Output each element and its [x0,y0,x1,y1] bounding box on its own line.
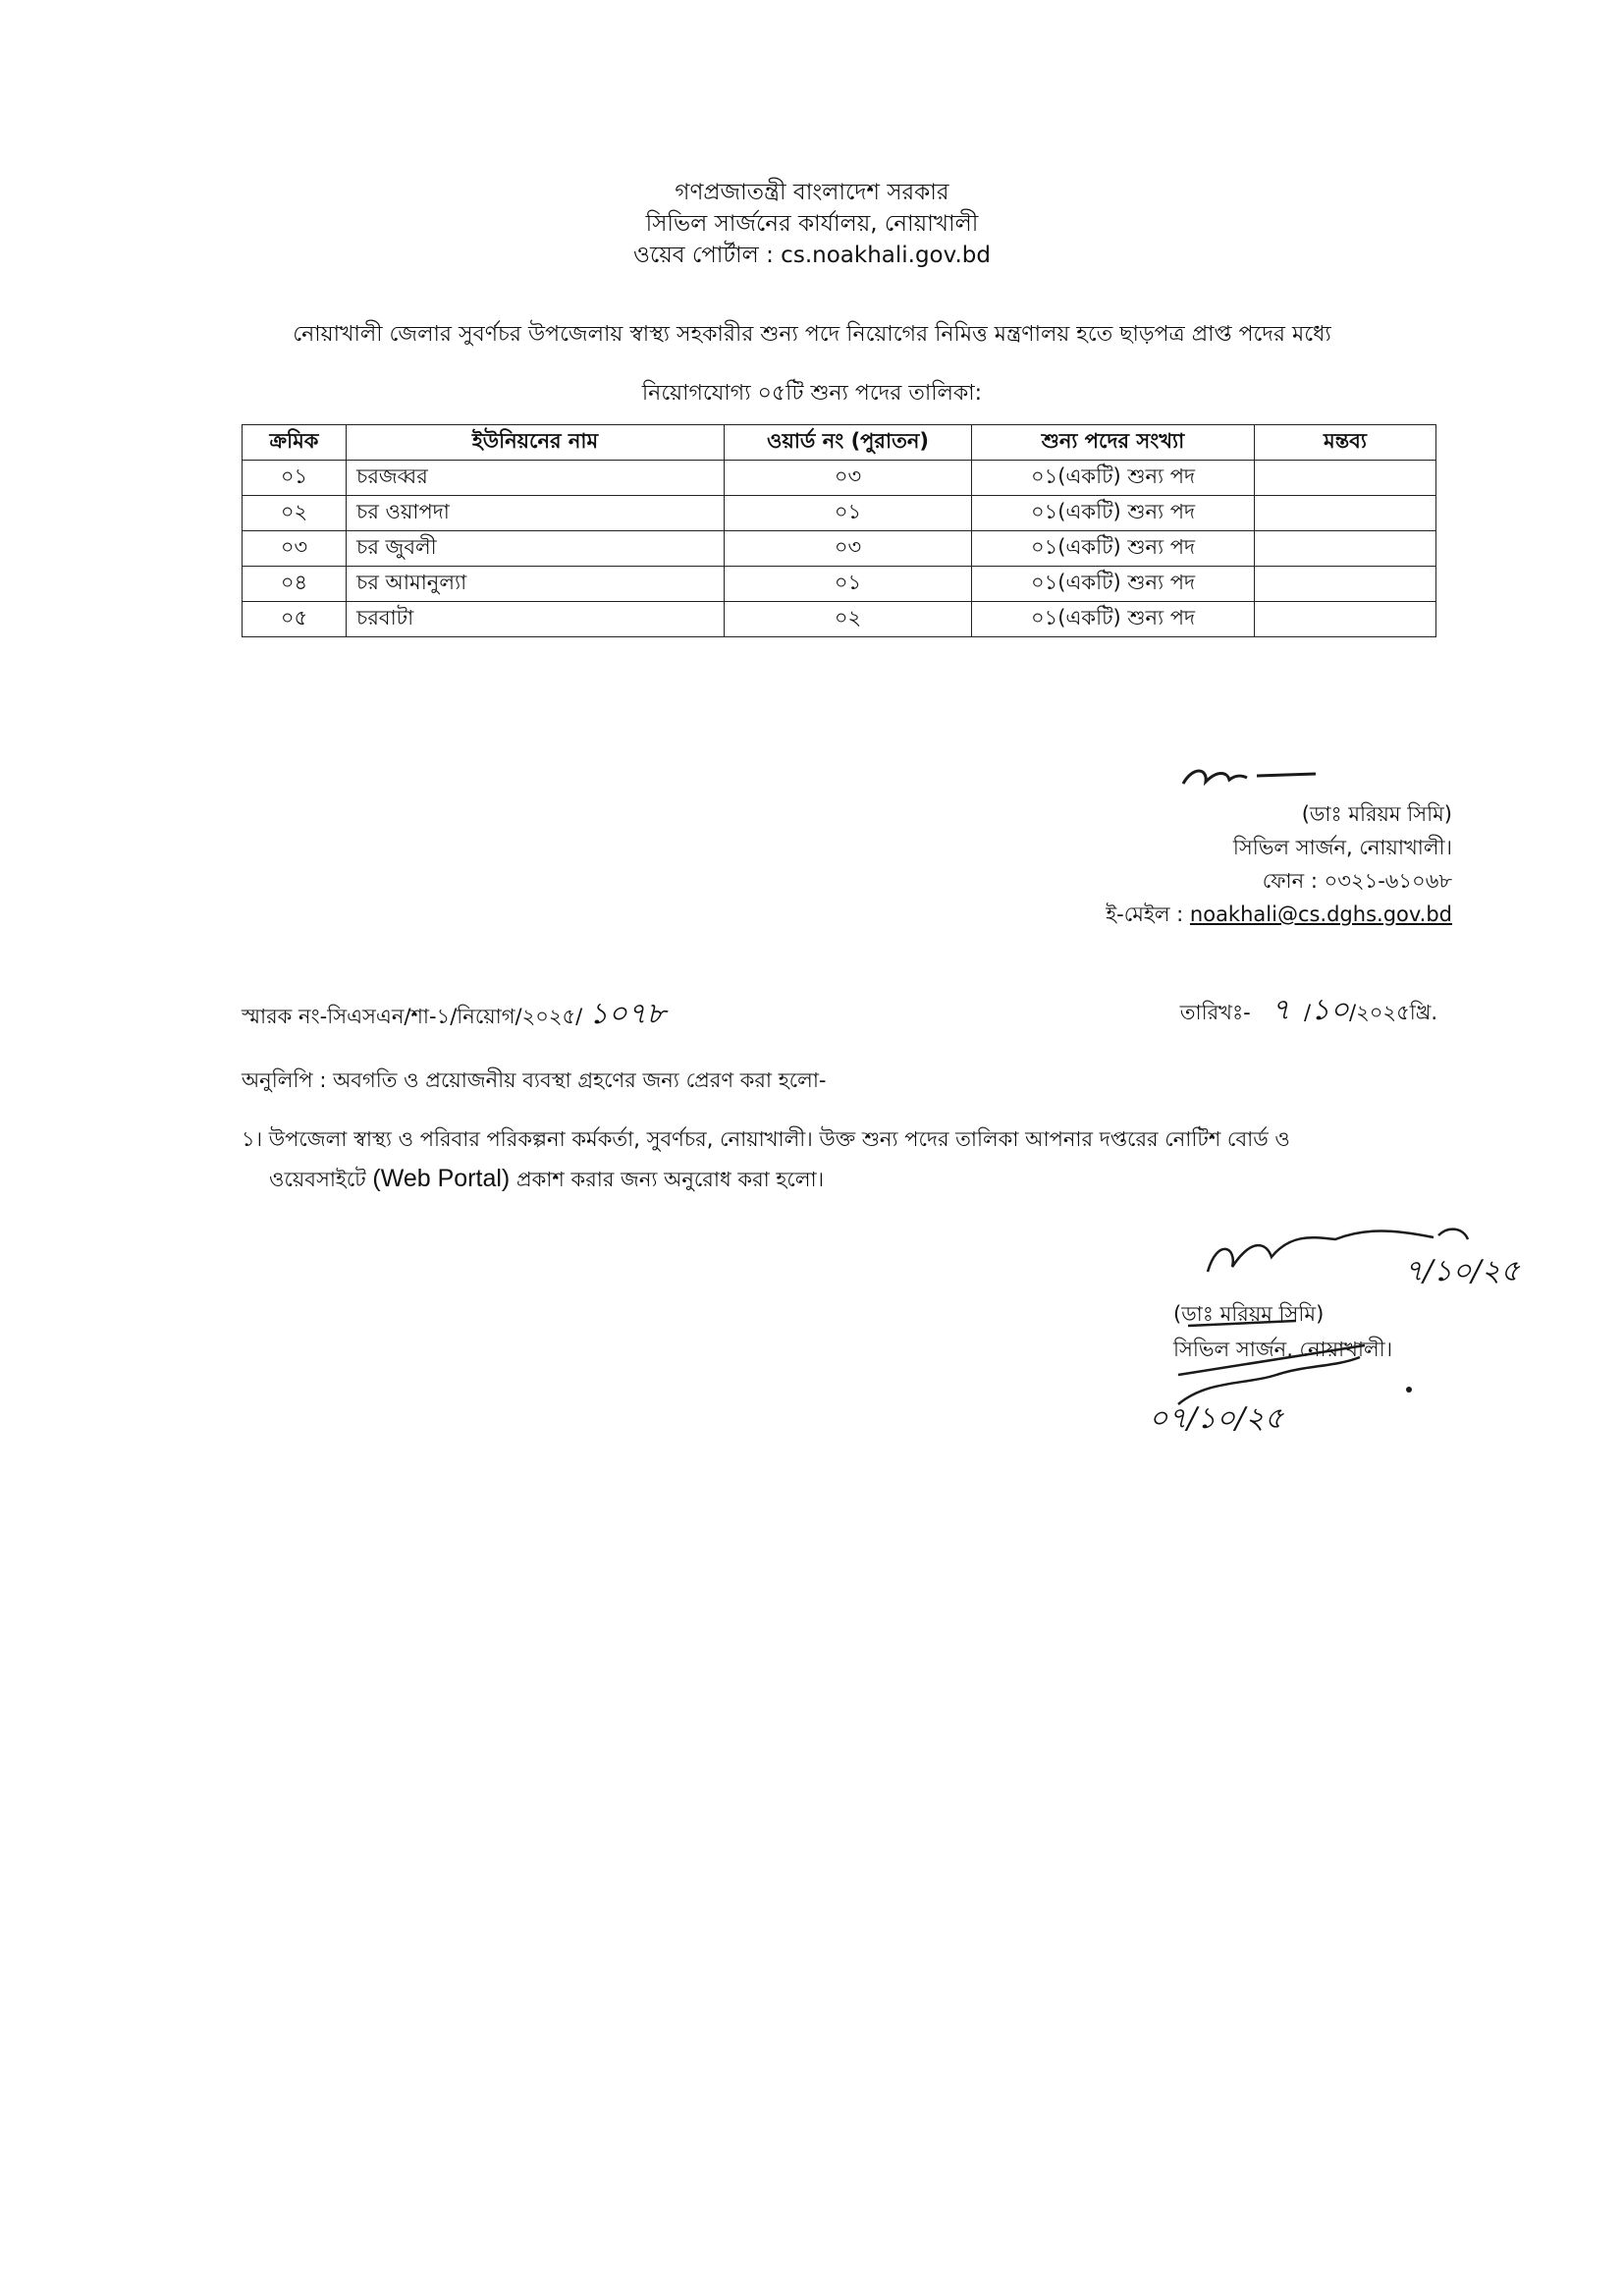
letterhead [0,177,1624,271]
memo-reference [242,990,666,1040]
signer-designation: সিভিল সার্জন, নোয়াখালী। [1232,836,1452,859]
web-portal: ওয়েব পোর্টাল : cs.noakhali.gov.bd [633,243,991,268]
cell-remarks [1255,531,1436,567]
govt-name: গণপ্রজাতন্ত্রী বাংলাদেশ সরকার [675,180,949,205]
cell-union: চর আমানুল্যা [347,567,725,602]
col-remarks: মন্তব্য [1255,425,1436,461]
signer-email-line [863,898,1452,931]
cell-posts: ০১(একটি) শুন্য পদ [972,567,1255,602]
table-row [243,602,1436,637]
date-day-handwritten: ৭ [1271,993,1290,1027]
col-ward: ওয়ার্ড নং (পুরাতন) [725,425,972,461]
cell-remarks [1255,567,1436,602]
email-label: ই-মেইল : [1106,902,1190,926]
cell-serial: ০১ [243,461,347,496]
copy-intro: অনুলিপি : অবগতি ও প্রয়োজনীয় ব্যবস্থা গ্রহণের জন্য প্রেরণ করা হলো- [242,1068,827,1092]
table-row [243,531,1436,567]
date-prefix: তারিখঃ- [1179,1001,1251,1024]
signer-designation-2: সিভিল সার্জন, নোয়াখালী। [1173,1338,1393,1361]
cell-serial: ০৩ [243,531,347,567]
memo-date: তারিখঃ- ৭ /১০/২০২৫খ্রি. [1179,993,1437,1027]
date-suffix: /২০২৫খ্রি. [1349,1001,1437,1024]
cell-ward: ০১ [725,496,972,531]
signature-scribble-1 [1178,756,1326,795]
cell-ward: ০৩ [725,531,972,567]
signature-3-date: ০৭/১০/২৫ [1149,1401,1284,1436]
signature-2-date: ৭/১০/২৫ [1404,1254,1520,1288]
memo-ref-prefix: স্মারক নং-সিএসএন/শা-১/নিয়োগ/২০২৫/ [242,1005,583,1028]
col-union: ইউনিয়নের নাম [347,425,725,461]
signer-name: (ডাঃ মরিয়ম সিমি) [1301,802,1452,826]
cell-union: চর জুবলী [347,531,725,567]
vacancy-table [242,424,1436,637]
signer-name-2: (ডাঃ মরিয়ম সিমি) [1173,1302,1325,1326]
cell-posts: ০১(একটি) শুন্য পদ [972,496,1255,531]
cell-remarks [1255,461,1436,496]
cell-union: চরবাটা [347,602,725,637]
copy-item-1 [242,1120,1469,1199]
cell-union: চর ওয়াপদা [347,496,725,531]
date-month-handwritten: ১০ [1311,993,1350,1027]
cell-posts: ০১(একটি) শুন্য পদ [972,461,1255,496]
signature-block-1 [863,797,1452,931]
copy-item-1-line1: ১। উপজেলা স্বাস্থ্য ও পরিবার পরিকল্পনা কর্মকর্তা, সুবর্ণচর, নোয়াখালী। উক্ত শুন্য পদের তালিকা আপনার দপ্তরের নোটিশ বোর্ড ও [242,1127,1290,1151]
cell-remarks [1255,602,1436,637]
table-header-row [243,425,1436,461]
col-serial: ক্রমিক [243,425,347,461]
email-link[interactable]: noakhali@cs.dghs.gov.bd [1189,902,1452,926]
cell-posts: ০১(একটি) শুন্য পদ [972,602,1255,637]
memo-ref-handwritten: ১০৭৮ [588,997,666,1031]
cell-serial: ০৪ [243,567,347,602]
col-posts: শুন্য পদের সংখ্যা [972,425,1255,461]
table-row [243,461,1436,496]
cell-ward: ০২ [725,602,972,637]
office-name: সিভিল সার্জনের কার্যালয়, নোয়াখালী [645,211,979,237]
cell-ward: ০৩ [725,461,972,496]
cell-posts: ০১(একটি) শুন্য পদ [972,531,1255,567]
cell-serial: ০২ [243,496,347,531]
notice-title-line2: নিয়োগযোগ্য ০৫টি শুন্য পদের তালিকা: [641,381,983,406]
notice-title-line1: নোয়াখালী জেলার সুবর্ণচর উপজেলায় স্বাস্থ্য সহকারীর শুন্য পদে নিয়োগের নিমিত্ত মন্ত্রণালয় হতে ছাড়পত্র প্রাপ্ত পদের মধ্যে [293,322,1331,347]
table-row [243,567,1436,602]
cell-union: চরজব্বর [347,461,725,496]
cell-remarks [1255,496,1436,531]
web-portal-label: (Web Portal) [372,1165,511,1192]
cell-ward: ০১ [725,567,972,602]
table-row [243,496,1436,531]
signer-phone: ফোন : ০৩২১-৬১০৬৮ [1262,869,1452,893]
copy-item-1-line2: ওয়েবসাইটে (Web Portal) প্রকাশ করার জন্য অনুরোধ করা হলো। [269,1165,825,1192]
cell-serial: ০৫ [243,602,347,637]
